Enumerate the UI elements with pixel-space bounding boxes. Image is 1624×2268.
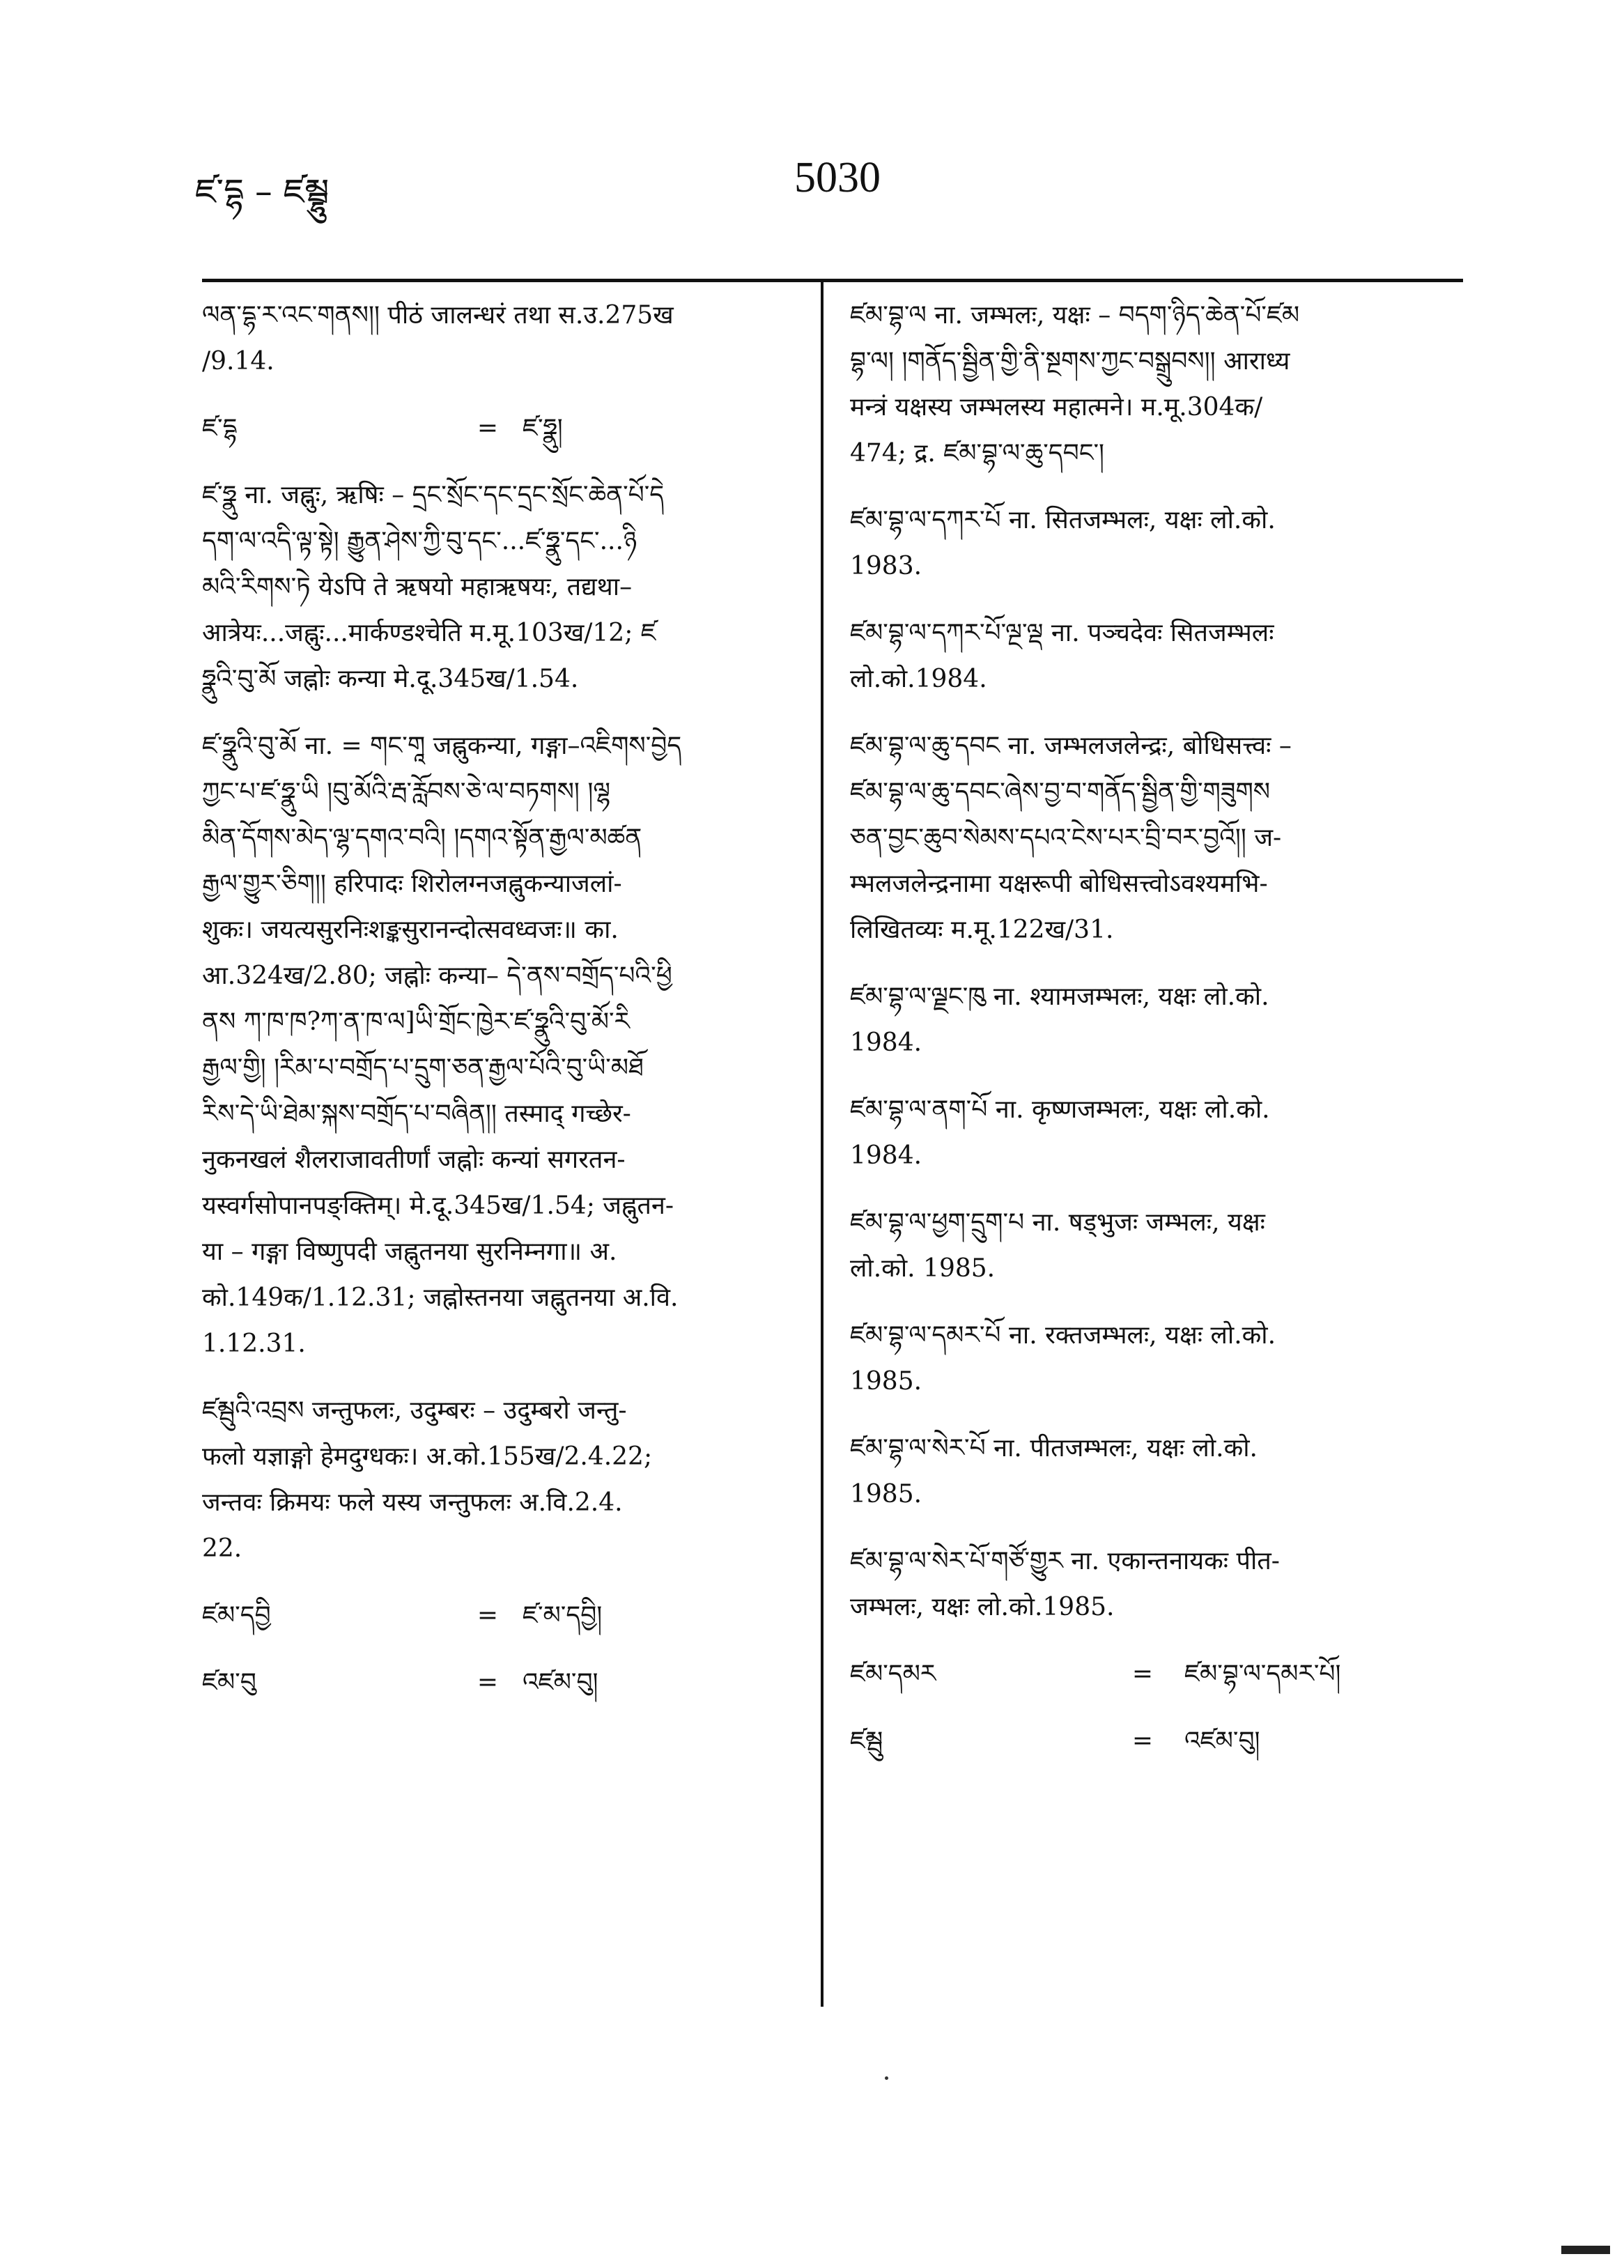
cross-reference-entry [202,406,801,452]
dictionary-entry [202,293,801,385]
dictionary-entry [850,1538,1463,1630]
xref-target: འཛམ་བུ། [523,1668,598,1697]
entry-headline: ཛམ་བྷ་ལ་སེར་པོ ना. पीतजम्भलः, यक्षः लो.को. [850,1434,1258,1463]
entry-line: जन्तवः क्रिमयः फले यस्य जन्तुफलः अ.वि.2.4. [202,1488,623,1517]
entry-line: ཛམ་བྷ་ལ་ཆུ་དབང་ཞེས་བྱ་བ་གནོད་སྦྱིན་གྱི་གཟུགས [850,778,1271,806]
entry-headline: ལན་དྷ་ར་འང་གནས།། पीठं जालन्धरं तथा स.उ.275ख [202,301,674,330]
dictionary-entry [850,974,1463,1066]
entry-headline: ཛམ་བྷ་ལ་ལྗང་ཁུ ना. श्यामजम्भलः, यक्षः लो.को. [850,982,1269,1011]
entry-headline: ཛ་ཧྣུའི་བུ་མོ ना. = གང་གཱ जह्नुकन्या, गङ्गा–འཇིགས་བྱེད [202,732,682,760]
entry-line: ཅན་བྱང་ཆུབ་སེམས་དཔའ་ངེས་པར་བྲི་བར་བྱའོ།། ज- [850,824,1282,852]
dictionary-entry [850,723,1463,953]
entry-line: फलो यज्ञाङ्गो हेमदुग्धकः। अ.को.155ख/2.4.22; [202,1442,653,1471]
page-number: 5030 [794,154,881,201]
entry-line: མིན་དོགས་མེད་ལྷ་དགའ་བའི། །དགའ་སྟོན་རྒྱལ་མཚན [202,824,642,852]
cross-reference-entry [850,1718,1463,1764]
xref-target: འཛམ་བུ། [1184,1727,1260,1755]
entry-headline: ཛམ་བྷ་ལ ना. जम्भलः, यक्षः – བདག་ཉིད་ཆེན་པོ་ཛམ [850,301,1300,330]
entry-line: དག་ལ་འདི་ལྟ་སྟེ། རྒྱུན་ཤེས་ཀྱི་བུ་དང་...ཛ་ཧྣུ་དང་...ཉི [202,527,637,555]
xref-equals-sign: = [477,1601,499,1630]
entry-headline: ཛ་ཧྣུ ना. जह्नुः, ऋषिः – དྲང་སྲོང་དང་དྲང་སྲོང་ཆེན་པོ་དེ [202,481,665,509]
entry-line: ཧྣུའི་བུ་མོ जह्नोः कन्या मे.दू.345ख/1.54. [202,665,579,693]
entry-line: को.149क/1.12.31; जह्नोस्तनया जह्नुतनया अ.वि. [202,1283,679,1312]
entry-headline: ཛམ་བྷ་ལ་ཆུ་དབང ना. जम्भलजलेन्द्रः, बोधिसत्त्वः – [850,732,1292,760]
xref-equals-sign: = [477,414,499,442]
right-column [850,293,1463,1785]
xref-headword: ཛམྦུ [850,1727,883,1755]
entry-line: म्भलजलेन्द्रनामा यक्षरूपी बोधिसत्त्वोऽवश्यमभि- [850,870,1268,898]
entry-headline: ཛམ་བྷ་ལ་དཀར་པོ ना. सितजम्भलः, यक्षः लो.को. [850,506,1276,534]
entry-line: 474; द्र. ཛམ་བྷ་ལ་ཆུ་དབང་། [850,439,1105,468]
entry-line: 1984. [850,1028,922,1057]
column-divider [821,279,823,2007]
entry-line: 1984. [850,1141,922,1170]
entry-line: རྒྱལ་གྱུར་ཅིག།། हरिपादः शिरोलग्नजह्नुकन्याजलां- [202,870,622,898]
dictionary-entry [850,610,1463,702]
xref-headword: ཛམ་དབྱི [202,1601,271,1630]
entry-line: यस्वर्गसोपानपङ्क्तिम्। मे.दू.345ख/1.54; जह्नुतन- [202,1191,674,1220]
dictionary-entry [202,1388,801,1572]
entry-headline: ཛམ་བྷ་ལ་ཕྱག་དྲུག་པ ना. षड्भुजः जम्भलः, यक्षः [850,1208,1265,1237]
entry-line: 1983. [850,552,922,580]
xref-equals-sign: = [1131,1727,1154,1755]
entry-line: लो.को.1984. [850,665,987,693]
dictionary-entry [850,1426,1463,1518]
dictionary-entry [202,472,801,702]
entry-line: 1985. [850,1480,922,1509]
dictionary-entry [850,1200,1463,1292]
dictionary-entry [850,293,1463,477]
left-column [202,293,801,1727]
cross-reference-entry [202,1660,801,1706]
cross-reference-entry [202,1593,801,1639]
entry-line: या – गङ्गा विष्णुपदी जह्नुतनया सुरनिम्नगा॥ अ. [202,1237,617,1266]
dictionary-entry [850,1087,1463,1179]
entry-line: लिखितव्यः म.मू.122ख/31. [850,916,1114,944]
dictionary-entry [850,497,1463,589]
xref-target: ཛ་ཧྣུ། [523,414,563,442]
entry-headline: ཛམ་བྷ་ལ་ནག་པོ ना. कृष्णजम्भलः, यक्षः लो.को. [850,1095,1270,1124]
entry-line: आत्रेयः...जह्नुः...मार्कण्डश्चेति म.मू.103ख/12; ཛ [202,619,656,647]
entry-line: आ.324ख/2.80; जह्नोः कन्या– དེ་ནས་བགྲོད་པའི་ཕྱི [202,962,672,990]
entry-line: नुकनखलं शैलराजावतीर्णां जह्नोः कन्यां सगरतन- [202,1145,626,1174]
scan-corner-mark [1561,2246,1610,2254]
entry-headline: ཛམ་བྷ་ལ་དཀར་པོ་ལྔ་ལྡ ना. पञ्चदेवः सितजम्भलः [850,619,1274,647]
xref-equals-sign: = [477,1668,499,1697]
entry-line: མའི་རིགས་ཏེ येऽपि ते ऋषयो महाऋषयः, तद्यथा– [202,573,633,601]
stray-mark [885,2076,888,2080]
entry-headline: ཛམ་བྷ་ལ་དམར་པོ ना. रक्तजम्भलः, यक्षः लो.को. [850,1321,1276,1350]
entry-line: 1.12.31. [202,1329,306,1358]
entry-headline: ཛམྦུའི་འབྲས जन्तुफलः, उदुम्बरः – उदुम्बरो जन्तु- [202,1396,627,1425]
xref-headword: ཛམ་དམར [850,1660,936,1688]
entry-line: लो.को. 1985. [850,1254,996,1283]
entry-line: जम्भलः, यक्षः लो.को.1985. [850,1593,1115,1621]
cross-reference-entry [850,1651,1463,1697]
entry-line: རིས་དེ་ཡི་ཐེམ་སྐས་བགྲོད་པ་བཞིན།། तस्माद् गच्छेर- [202,1100,631,1128]
entry-line: शुकः। जयत्यसुरनिःशङ्कसुरानन्दोत्सवध्वजः॥ का. [202,916,619,944]
header-guide-words: ཛ་དྷ – ཛམྦྷུ [195,171,330,212]
header-rule [202,279,1463,282]
entry-line: བྷ་ལ། །གནོད་སྦྱིན་གྱི་ནི་སྔགས་ཀྱང་བསྒྲུབས།། आराध्य [850,347,1290,376]
entry-line: 1985. [850,1367,922,1396]
dictionary-entry [202,723,801,1367]
entry-line: /9.14. [202,347,274,376]
entry-line: 22. [202,1534,242,1563]
xref-equals-sign: = [1131,1660,1154,1688]
entry-line: ཀྱང་པ་ཛ་ཧྣུ་ཡི །བུ་མོའི་རྦ་རློབས་ཅེ་ལ་བཏགས། །ལྷ [202,778,611,806]
page-header [195,139,1449,216]
entry-line: मन्त्रं यक्षस्य जम्भलस्य महात्मने। म.मू.304क/ [850,393,1263,422]
xref-target: ཛམ་བྷ་ལ་དམར་པོ། [1184,1660,1341,1688]
xref-target: ཛ་མ་དབྱི། [523,1601,603,1630]
entry-headline: ཛམ་བྷ་ལ་སེར་པོ་གཙོ་གྱུར ना. एकान्तनायकः पीत- [850,1547,1280,1575]
entry-line: རྒྱལ་གྱི། །རིམ་པ་བགྲོད་པ་དྲུག་ཅན་རྒྱལ་པོའི་བུ་ཡི་མཐོ [202,1054,644,1082]
entry-line: ནས ཀ་ཁ་ཁ?ཀ་ན་ཁ་ལ]ཡི་གྲོང་ཁྱེར་ཛ་ཧྣུའི་བུ་མོ་རི [202,1008,630,1036]
dictionary-entry [850,1313,1463,1405]
xref-headword: ཛམ་བུ [202,1668,256,1697]
xref-headword: ཛ་དྷ [202,414,238,442]
